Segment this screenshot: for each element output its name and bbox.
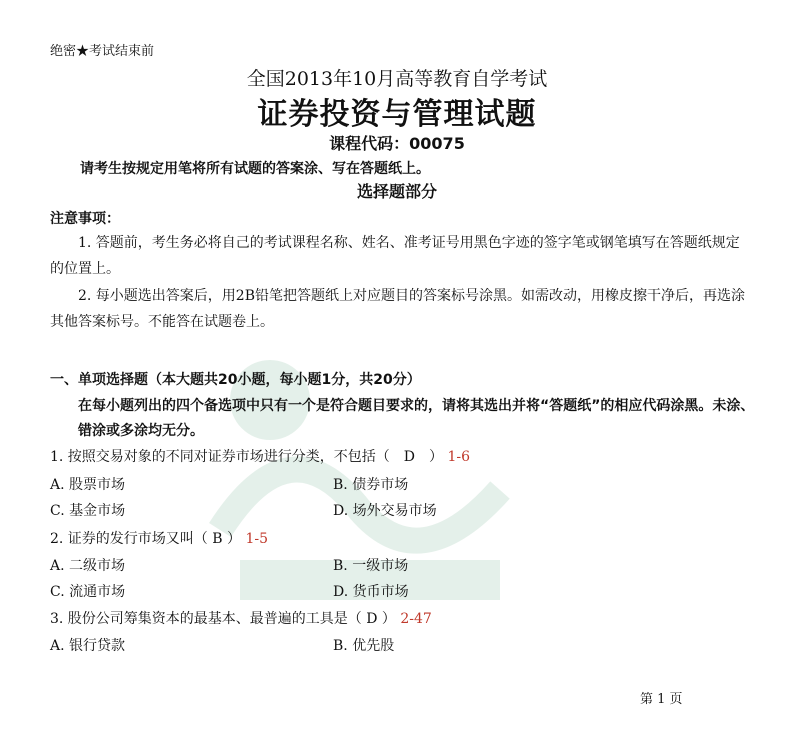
question-stem: 1. 按照交易对象的不同对证券市场进行分类，不包括（ D ） — [50, 449, 444, 465]
option-a: A. 二级市场 — [50, 558, 126, 574]
option-d: D. 货币市场 — [333, 584, 409, 600]
attention-item-2: 2. 每小题选出答案后，用2B铅笔把答题纸上对应题目的答案标号涂黑。如需改动，用橡皮擦干净后，再选涂其他答案标号。不能答在试题卷上。 — [50, 288, 746, 330]
question-3 — [50, 608, 432, 628]
option-b: B. 一级市场 — [333, 558, 409, 574]
answer-ref: 2-47 — [400, 611, 432, 627]
option-b: B. 优先股 — [333, 638, 395, 654]
answer-notice: 请考生按规定用笔将所有试题的答案涂、写在答题纸上。 — [80, 161, 430, 177]
attention-heading: 注意事项： — [50, 211, 120, 227]
question-2 — [50, 528, 268, 548]
option-d: D. 场外交易市场 — [333, 503, 437, 519]
option-c: C. 流通市场 — [50, 584, 126, 600]
answer-ref: 1-6 — [447, 449, 471, 465]
question-1 — [50, 446, 470, 466]
page-title: 证券投资与管理试题 — [257, 97, 537, 132]
question-stem: 2. 证券的发行市场又叫（ B ） — [50, 531, 241, 547]
attention-item-1: 1. 答题前，考生务必将自己的考试课程名称、姓名、准考证号用黑色字迹的签字笔或钢笔填写在答题纸规定的位置上。 — [50, 235, 740, 277]
question-stem: 3. 股份公司筹集资本的最基本、最普遍的工具是（ D ） — [50, 611, 396, 627]
course-code: 课程代码：00075 — [329, 134, 465, 153]
section-heading: 一、单项选择题（本大题共20小题，每小题1分，共20分） — [50, 372, 421, 388]
option-b: B. 债券市场 — [333, 477, 409, 493]
answer-ref: 1-5 — [245, 531, 268, 547]
page-number: 第 1 页 — [640, 692, 683, 707]
exam-name: 全国2013年10月高等教育自学考试 — [246, 68, 548, 90]
part-title: 选择题部分 — [356, 182, 437, 201]
confidential-label: 绝密★考试结束前 — [50, 44, 155, 59]
option-a: A. 股票市场 — [50, 477, 126, 493]
option-c: C. 基金市场 — [50, 503, 126, 519]
option-a: A. 银行贷款 — [50, 638, 126, 654]
section-instruction: 在每小题列出的四个备选项中只有一个是符合题目要求的，请将其选出并将“答题纸”的相应代码涂黑。未涂、错涂或多涂均无分。 — [78, 398, 755, 439]
